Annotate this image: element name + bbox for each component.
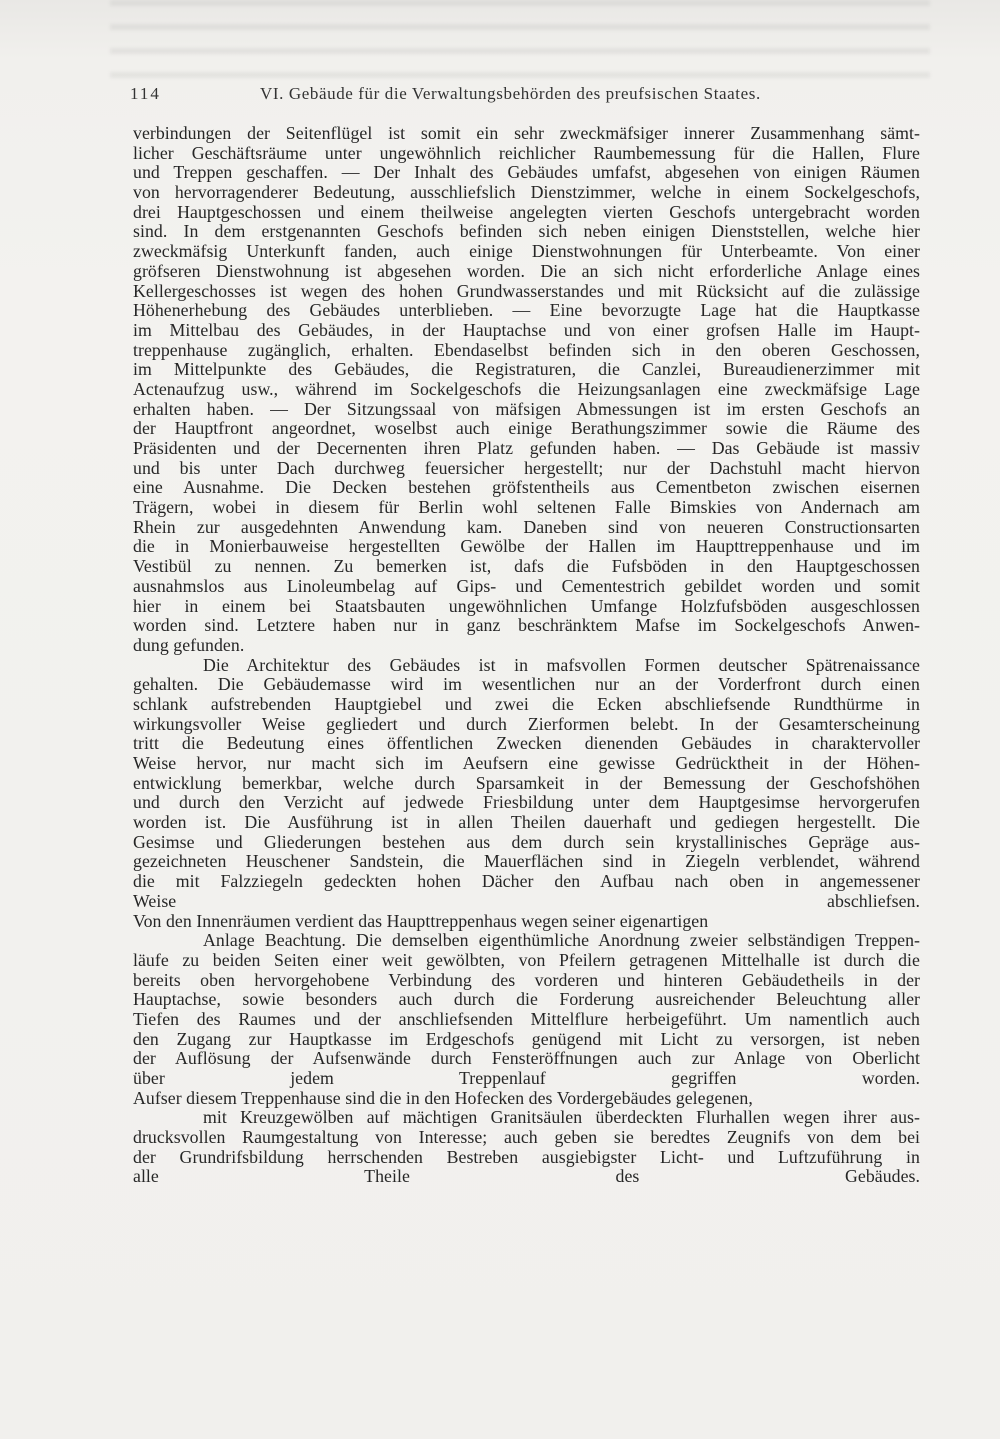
text-line: Hauptachse, sowie besonders auch durch die Forderung ausreichender Beleuchtung aller	[133, 989, 920, 1010]
text-line: worden ist. Die Ausführung ist in allen Theilen dauerhaft und gediegen hergestellt. Die	[133, 812, 920, 833]
text-line: Weise abschliefsen.	[133, 890, 920, 911]
text-line	[133, 1187, 920, 1207]
text-line: schlank aufstrebenden Hauptgiebel und zwei die Ecken abschliefsende Rundthürme in	[133, 693, 920, 714]
text-line: wirkungsvoller Weise gegliedert und durch Zierformen belebt. In der Gesamterscheinung	[133, 713, 920, 734]
text-line: Trägern, wobei in diesem für Berlin wohl seltenen Falle Bimskies von Andernach am	[133, 497, 920, 518]
page-header	[130, 84, 920, 110]
text-line: und bis unter Dach durchweg feuersicher hergestellt; nur der Dachstuhl macht hiervon	[133, 457, 920, 478]
text-line: entwicklung bemerkbar, welche durch Sparsamkeit in der Bemessung der Geschofshöhen	[133, 772, 920, 793]
running-title: VI. Gebäude für die Verwaltungsbehörden des preufsischen Staates.	[260, 84, 761, 103]
text-line: läufe zu beiden Seiten einer weit gewölbten, von Pfeilern getragenen Mittelhalle ist durch die	[133, 949, 920, 970]
text-line: drucksvollen Raumgestaltung von Interesse; auch geben sie beredtes Zeugnifs von dem bei	[133, 1127, 920, 1148]
text-line: Tiefen des Raumes und der anschliefsenden Mittelflure herbeigeführt. Um namentlich auch	[133, 1008, 920, 1029]
text-line: Aufser diesem Treppenhause sind die in den Hofecken des Vordergebäudes gelegenen,	[133, 1087, 753, 1108]
text-line: im Mittelbau des Gebäudes, in der Hauptachse und von einer grofsen Halle im Haupt-	[133, 319, 920, 340]
text-line: treppenhause zugänglich, erhalten. Ebendaselbst befinden sich in den oberen Geschossen,	[133, 339, 920, 360]
text-line: die mit Falzziegeln gedeckten hohen Dächer den Aufbau nach oben in angemessener	[133, 871, 920, 892]
text-line: verbindungen der Seitenflügel ist somit ein sehr zweckmäfsiger innerer Zusammenhang sämt-	[133, 123, 920, 143]
text-line: Die Architektur des Gebäudes ist in mafsvollen Formen deutscher Spätrenaissance	[203, 654, 920, 675]
text-line: tritt die Bedeutung eines öffentlichen Zwecken dienenden Gebäudes in charaktervoller	[133, 733, 920, 754]
text-line: Rhein zur ausgedehnten Anwendung kam. Daneben sind von neueren Constructionsarten	[133, 516, 920, 537]
text-line: und Treppen geschaffen. — Der Inhalt des Gebäudes umfafst, abgesehen von einigen Räumen	[133, 162, 920, 183]
text-line: Actenaufzug usw., während im Sockelgeschofs die Heizungsanlagen eine zweckmäfsige Lage	[133, 378, 920, 399]
text-line: Vestibül zu nennen. Zu bemerken ist, dafs die Fufsböden in den Hauptgeschossen	[133, 556, 920, 577]
text-line: über jedem Treppenlauf gegriffen worden.	[133, 1068, 920, 1088]
text-line: Weise hervor, nur macht sich im Aeufsern eine gewisse Gedrücktheit in der Höhen-	[133, 753, 920, 773]
text-line: hier in einem bei Staatsbauten ungewöhnlichen Umfange Holzfufsböden ausgeschlossen	[133, 595, 920, 616]
text-line: drei Hauptgeschossen und einem theilweise angelegten vierten Geschofs untergebracht worden	[133, 201, 920, 222]
text-line: bereits oben hervorgehobene Verbindung des vorderen und hinteren Gebäudetheils in der	[133, 969, 920, 990]
text-line: Kellergeschosses ist wegen des hohen Grundwasserstandes und mit Rücksicht auf die zulässige	[133, 280, 920, 301]
text-line: ausnahmslos aus Linoleumbelag auf Gips- und Cementestrich gebildet worden und somit	[133, 575, 920, 596]
text-line: gröfseren Dienstwohnung ist abgesehen worden. Die an sich nicht erforderliche Anlage eines	[133, 260, 920, 281]
text-line: erhalten haben. — Der Sitzungssaal von mäfsigen Abmessungen ist im ersten Geschofs an	[133, 398, 920, 419]
text-line: der Hauptfront angeordnet, woselbst auch einige Berathungszimmer sowie die Räume des	[133, 418, 920, 439]
text-line: sind. In dem erstgenannten Geschofs befinden sich neben einigen Dienststellen, welche hier	[133, 221, 920, 242]
text-line: licher Geschäftsräume unter ungewöhnlich reichlicher Raumbemessung für die Hallen, Flure	[133, 142, 920, 163]
text-line: den Zugang zur Hauptkasse im Erdgeschofs genügend mit Licht zu versorgen, ist neben	[133, 1028, 920, 1049]
text-line: und durch den Verzicht auf jedwede Friesbildung unter dem Hauptgesimse hervorgerufen	[133, 792, 920, 813]
text-line: mit Kreuzgewölben auf mächtigen Granitsäulen überdeckten Flurhallen wegen ihrer aus-	[203, 1107, 920, 1128]
text-line: die in Monierbauweise hergestellten Gewölbe der Hallen im Haupttreppenhause und im	[133, 536, 920, 557]
text-line: alle Theile des Gebäudes.	[133, 1166, 920, 1187]
show-through-bleed	[110, 0, 930, 80]
text-line: Anlage Beachtung. Die demselben eigenthümliche Anordnung zweier selbständigen Treppen-	[203, 930, 920, 951]
text-line: gezeichneten Heuschener Sandstein, die Mauerflächen sind in Ziegeln verblendet, während	[133, 851, 920, 872]
body-text	[133, 124, 920, 1207]
text-line: Von den Innenräumen verdient das Haupttreppenhaus wegen seiner eigenartigen	[133, 910, 709, 931]
text-line: von hervorragenderer Bedeutung, ausschliefslich Dienstzimmer, welche in einem Sockelgeschofs,	[133, 182, 920, 203]
text-line: Gesimse und Gliederungen bestehen aus dem durch sein krystallinisches Gepräge aus-	[133, 831, 920, 852]
text-line: Präsidenten und der Decernenten ihren Platz gefunden haben. — Das Gebäude ist massiv	[133, 438, 920, 458]
text-line: dung gefunden.	[133, 634, 245, 655]
text-line: der Auflösung der Aufsenwände durch Fensteröffnungen auch zur Anlage von Oberlicht	[133, 1048, 920, 1069]
text-line: Höhenerhebung des Gebäudes unterblieben. — Eine bevorzugte Lage hat die Hauptkasse	[133, 300, 920, 321]
text-line: gehalten. Die Gebäudemasse wird im wesentlichen nur an der Vorderfront durch einen	[133, 674, 920, 695]
text-line: worden sind. Letztere haben nur in ganz beschränktem Mafse im Sockelgeschofs Anwen-	[133, 615, 920, 636]
text-line: zweckmäfsig Unterkunft fanden, auch einige Dienstwohnungen für Unterbeamte. Von einer	[133, 241, 920, 262]
text-line: eine Ausnahme. Die Decken bestehen gröfstentheils aus Cementbeton zwischen eisernen	[133, 477, 920, 498]
text-line: der Grundrifsbildung herrschenden Bestreben ausgiebigster Licht- und Luftzuführung in	[133, 1146, 920, 1167]
text-line: im Mittelpunkte des Gebäudes, die Registraturen, die Canzlei, Bureaudienerzimmer mit	[133, 359, 920, 380]
page-number: 114	[130, 84, 161, 103]
